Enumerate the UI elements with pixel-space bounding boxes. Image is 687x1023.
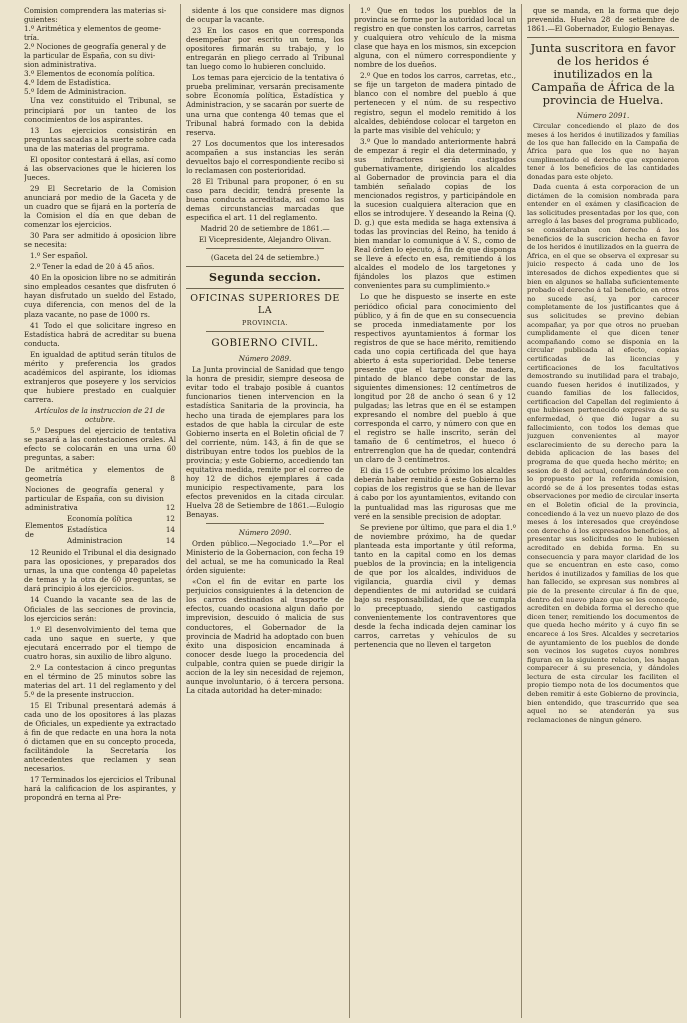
subject-count: 12 — [165, 503, 175, 513]
paragraph: Circular concediendo el plazo de dos meses á los heridos é inutilizados y familias de los que han fallecido en la Campaña de África para que los que no hayan cumplimentado el derecho que exponieron tener á los beneficios de las cantidades donadas para este objeto. — [527, 122, 679, 181]
paragraph: 29 El Secretario de la Comision anunciará por medio de la Gaceta y de un cuadro que se fijará en la portería de la Comision el día en que deban de comenzar los ejercicios. — [24, 183, 176, 230]
paragraph: 28 El Tribunal para proponer, ó en su caso para decidir, tendrá presente la buena conducta acreditada, así como las demas circunstancias marcadas que especifica el art. 11 del reglamento. — [186, 176, 344, 223]
paragraph: que se manda, en la forma que dejo prevenida. Huelva 28 de setiembre de 1861.—El Gobernador, Eulogio Benayas. — [527, 6, 679, 34]
paragraph: 2.º Tener la edad de 20 á 45 años. — [30, 262, 155, 272]
elementos-label: Elementos de — [25, 520, 64, 539]
paragraph: 30 Para ser admitido á oposicion libre se necesita: — [24, 231, 176, 250]
text-line: 4.º Idem de Estadística. — [24, 78, 111, 88]
notice-number: Número 2089. — [238, 354, 292, 364]
text-line: 3.º Elementos de economía política. — [24, 69, 155, 79]
table-row — [24, 464, 176, 484]
column-3 — [354, 6, 516, 1018]
paragraph: 12 Reunido el Tribunal el dia designado para las oposiciones, y preparados dos urnas, la una que contenga 40 papeletas de temas y la otra de 60 preguntas, se dará principio á los ejercicios. — [24, 548, 176, 594]
table-row — [24, 484, 176, 513]
text-line: la particular de España, con su divi- — [24, 51, 156, 61]
column-divider — [180, 4, 181, 1018]
subject-count: 12 — [165, 514, 175, 524]
intro-list — [24, 6, 176, 96]
subject-count: 8 — [170, 474, 175, 484]
column-1 — [24, 6, 176, 1018]
notice-number: Número 2090. — [238, 528, 292, 538]
gazette-note: (Gaceta del 24 de setiembre.) — [210, 253, 320, 263]
text-line: tría. — [24, 33, 40, 43]
paragraph: Orden público.—Negociado 1.º—Por el Ministerio de la Gobernacion, con fecha 19 del actual, se me ha comunicado la Real órden siguiente: — [186, 539, 344, 576]
text-line: 2.º Nociones de geografía general y de — [24, 42, 167, 52]
junta-title: Junta suscritora en favor de los heridos é inutilizados en la Campaña de África de la provincia de Huelva. — [530, 41, 676, 108]
table-row — [24, 513, 176, 524]
column-4 — [527, 6, 679, 1018]
paragraph: 14 Cuando la vacante sea de las de Oficiales de las secciones de provincia, los ejercicios serán: — [24, 595, 176, 623]
paragraph: Dada cuenta á esta corporacion de un dictámen de la comision nombrada para entender en el exámen y clasificacion de las solicitudes presentadas por los que, con arreglo á las bases del programa publicado, se consideraban con derecho á los beneficios de la suscricion hecha en favor de los heridos é inutilizados en la guerra de África, en el que se observa el expresar su juicio respecto á cada uno de los interesados de dichos expedientes que si bien en algunos se hallaba suficientemente probado el derecho á tal beneficio, en otros no sucede así, ya por carecer completamente de los justificantes que á sus solicitudes se previno debian acompañar, ya por que otros no prueban cumplidamente el que dicen tener acompañando como se disponia en la circular publicada al efecto, copias certificadas de las licencias y certificaciones de los facultativos demostrando su inutilidad para el trabajo, cuando fuesen heridos é inutilizados, y cuando familias de los fallecidos, certificacion del Capellan del regimiento á que hubiesen pertenecido expresiva de su enfermedad, ó que dió lugar a su fallecimiento, con todos los demas que juzguen convenientes al mayor esclarecimiento de su derecho para la debida aplicacion de las bases del programa de que queda hecho mérito; en sesion de 8 del actual, conformándose con lo propuesto por la referida comision, acordó se de á los presentes todas estas observaciones por medio de circular inserta en el Boletin oficial de la provincia, concediendo á la vez un nuevo plazo de dos meses á los interesados que creyéndose con derecho á los expresados beneficios, al presentar sus solicitudes no le hubiesen acreditado en debida forma. En su consecuencia y para mayor claridad de los que se encuentran en este caso, como heridos é inutilizados y familias de los que han fallecido, se expresan sus nombres al pie de la presente circular á fin de que, dentro del nuevo plazo que se les concede, acrediten en debida forma el derecho que dicen tener, remitiendo los documentos de que queda hecho mérito y á cuyo fin se encarece á los Sres. Alcaldes y secretarios de ayuntamiento de los pueblos de donde son vecinos los sugetos cuyos nombres figuran en la siguiente relacion, les hagan comparecer á su presencia, y dándoles lectura de esta circular les faciliten el propio tiempo nota de los documentos que deben remitir á este Gobierno de provincia, bien entendido, que trascurrido que sea aquel no se atenderán ya sus reclamaciones de ningun género. — [527, 183, 679, 724]
divider — [206, 248, 324, 249]
subject-label: Estadística — [67, 525, 108, 535]
notice-number: Número 2091. — [576, 111, 630, 121]
text-line: Comision comprendera las materias si- — [24, 6, 167, 15]
paragraph: sidente á los que considere mas dignos de ocupar la vacante. — [186, 6, 344, 25]
province-word: PROVINCIA. — [241, 319, 289, 328]
paragraph: 5.º Despues del ejercicio de tentativa se pasará a las contestaciones orales. Al efecto se colocarán en una urna 60 preguntas, a saber: — [24, 426, 176, 463]
paragraph: La Junta provincial de Sanidad que tengo la honra de presidir, siempre deseosa de evitar todo el trabajo posible á cuantos funcionarios tienen intervencion en la estadística Sanitaria de la provincia, ha hecho una tirada de ejemplares para los estados de que habla la circular de este Gobierno inserta en el Boletin oficial de 7 del corriente, núm. 143, á fin de que se distribuyan entre todos los pueblos de la provincia; y este Gobierno, accediendo tan equitativa medida, remite por el correo de hoy 12 de dichos ejemplares á cada municipio respectivamente, para los efectos prevenidos en la citada circular. Huelva 28 de Setiembre de 1861.—Eulogio Benayas. — [186, 365, 344, 520]
text-line: guientes: — [24, 15, 58, 25]
paragraph: 2.º Que en todos los carros, carretas, etc., se fije un targeton de madera pintado de blanco con el nombre del pueblo á que pertenecen y el núm. de su respectivo registro, segun el modelo remitido á los alcaldes, debiéndose colocar el targeton en la parte mas visible del vehículo; y — [354, 71, 516, 135]
subject-count: 14 — [165, 525, 175, 535]
paragraph: Lo que he dispuesto se inserte en este periódico oficial para conocimiento del público, y á fin de que en su consecuencia se proceda inmediatamente por los respectivos ayuntamientos á formar los registros de que se hace mérito, remitiendo cada uno copia certificada del que haya abierto á esta superioridad. Debe tenerse presente que el targeton de madera, pintado de blanco debe constar de las siguientes dimensiones: 12 centímetros de longitud por 28 de ancho ó sean 6 y 12 pulgadas; las letras que en él se estampen expresando el nombre del pueblo á que corresponda el carro, y número con que en el registro se halle inscrito, serán del tamaño de 6 centímetros, el hueco ó entrerrenglon que ha de quedar, contendrá un claro de 3 centímetros. — [354, 292, 516, 465]
subject-label: Nociones de geografía general y particular de España, con su division administrativa — [25, 485, 164, 513]
paragraph: 3.º Que lo mandado anteriormente habrá de empezar á regir el dia determinado, y sus infractores serán castigados gubernativamente, dirigiendo los alcaldes al Gobernador de provincia para el dia también señalado copias de los mencionados registros, y participándole en la sucesion cualquiera alteracion que en ellos se introdujere. Y deseando la Reina (Q. D. g.) que esta medida se haga extensiva á todas las provincias del Reino, ha tenido á bien mandar lo comunique á V. S., como de Real órden lo ejecuto, á fin de que disponga se lleve á efecto en esa, remitiendo á los alcaldes el modelo de los targetones y fijándoles los plazos que estimen convenientes para su cumplimiento.» — [354, 136, 516, 291]
paragraph: 1.º Que en todos los pueblos de la provincia se forme por la autoridad local un registro en que consten los carros, carretas y cualquiera otro vehículo de la misma clase que haya en los mismos, sin excepcion alguna, con el número correspondiente y nombre de los dueños. — [354, 6, 516, 70]
paragraph: 17 Terminados los ejercicios el Tribunal hará la calificacion de los aspirantes, y propondrá en terna al Pre- — [24, 775, 176, 803]
divider — [206, 523, 324, 524]
paragraph: Se previene por último, que para el dia 1.º de noviembre próximo, ha de quedar planteada esta importante y útil reforma, tanto en la capital como en los demas pueblos de la provincia; en la inteligencia de que por los alcaldes, individuos de vigilancia, guardia civil y demas dependientes de mi autoridad se cuidará bajo su responsabilidad, de que se cumpla lo preceptuado, siendo castigados convenientemente los contraventores que desde la fecha indicada dejen caminar los carros, carretas y vehículos de su pertenencia que no lleven el targeton — [354, 522, 516, 650]
date-line: Madrid 20 de setiembre de 1861.— — [200, 224, 330, 234]
paragraph: 2.º La contestacion á cinco preguntas en el término de 25 minutos sobre las materias del art. 11 del reglamento y del 5.º de la presente instruccion. — [24, 662, 176, 699]
paragraph: Los temas para ejercicio de la tentativa ó prueba preliminar, versarán precisamente sobre Economía política, Estadística y Administracion, y se sacarán por suerte de una urna que contenga 40 temas que el Tribunal habrá formado con la debida reserva. — [186, 73, 344, 137]
paragraph: 41 Todo el que solicitare ingreso en Estadística habrá de acreditar su buena conducta. — [24, 320, 176, 348]
articles-heading: Artículos de la instruccion de 21 de octubre. — [35, 405, 165, 425]
column-2 — [186, 6, 344, 1018]
subject-label: Economía política — [67, 514, 133, 524]
subject-label: De aritmética y elementos de geometría — [25, 465, 164, 484]
divider — [186, 288, 344, 289]
paragraph: El dia 15 de octubre próximo los alcaldes deberán haber remitido á este Gobierno las copias de los registros que se han de llevar á cabo por los ayuntamientos, evitando con la puntualidad mas las rigurosas que me veré en la sensible precision de adoptar. — [354, 466, 516, 521]
column-divider — [349, 4, 350, 1018]
paragraph: «Con el fin de evitar en parte los perjuicios consiguientes á la detencion de los carros destinados al trasporte de efectos, cuando ocasiona algun daño por imprevision, descuido ó malicia de sus conductores, el Gobernador de la provincia de Madrid ha adoptado con buen éxito una disposicion encaminada á conocer desde luego la procedencia del culpable, contra quien se puede dirigir la accion de la ley sin necesidad de rejemon, aunque involuntario, ó á tercera persona. La citada autoridad ha deter-minado: — [186, 577, 344, 695]
paragraph: 40 En la oposicion libre no se admitirán sino empleados cesantes que disfruten ó hayan disfrutado un sueldo del Estado, cuya diferencia, con menos del de la plaza vacante, no pase de 1000 rs. — [24, 273, 176, 319]
column-divider — [521, 4, 522, 1018]
subject-count: 14 — [165, 536, 175, 546]
paragraph: 27 Los documentos que los interesados acompañen a sus instancias les serán devueltos bajo el correspondiente recibo si lo reclamasen con posterioridad. — [186, 138, 344, 175]
paragraph: 1.º Ser español. — [30, 251, 88, 261]
paragraph: 23 En los casos en que corresponda desempeñar por escrito un tema, los opositores firmarán su trabajo, y lo entregarán en pliego cerrado al Tribunal tan luego como lo hubieren concluido. — [186, 26, 344, 72]
divider — [527, 37, 679, 38]
divider — [206, 331, 324, 332]
section-title: Segunda seccion. — [208, 271, 321, 285]
text-line: sion administrativa. — [24, 60, 97, 70]
text-line: 5.º Idem de Administracion. — [24, 87, 127, 97]
subjects-table — [24, 464, 176, 546]
paragraph: 1.º El desenvolvimiento del tema que cada uno saque en suerte, y que ejecutará encerrado por el tiempo de cuatro horas, sin auxilio de libro alguno. — [24, 624, 176, 661]
signature: El Vicepresidente, Alejandro Olivan. — [198, 235, 332, 245]
paragraph: En igualdad de aptitud serán títulos de mérito y preferencia los grados académicos del aspirante, los idiomas extranjeros que poseyere y los servicios que hubiere prestado en cualquier carrera. — [24, 349, 176, 404]
paragraph: El opositor contestará á ellas, así como á las observaciones que le hicieren los Jueces. — [24, 154, 176, 182]
text-line: 1.º Aritmética y elementos de geome- — [24, 24, 162, 34]
divider — [186, 266, 344, 267]
paragraph: 13 Los ejercicios consistirán en preguntas sacadas a la suerte sobre cada una de las materias del programa. — [24, 125, 176, 153]
paragraph: 15 El Tribunal presentará además á cada uno de los opositores á las plazas de Oficiales, un expediente ya extractado á fin de que redacte en una hora la nota ó dictamen que en su concepto proceda, facilitándole la Secretaría los antecedentes que reclamen y sean necesarios. — [24, 701, 176, 774]
paragraph: Una vez constituido el Tribunal, se principiará por un tanteo de los conocimientos de los aspirantes. — [24, 96, 176, 124]
government-title: GOBIERNO CIVIL. — [211, 337, 319, 350]
offices-title: OFICINAS SUPERIORES DE LA — [190, 293, 340, 317]
subject-label: Administracion — [67, 536, 123, 546]
